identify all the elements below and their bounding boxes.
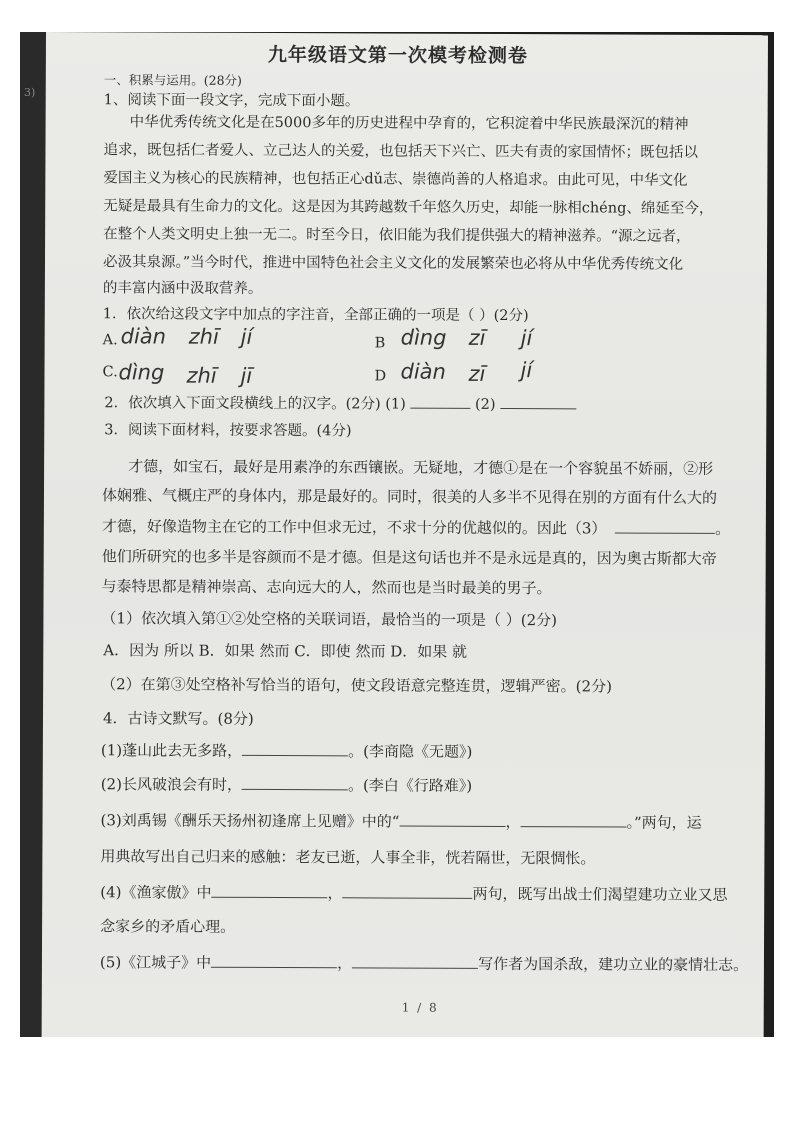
- section-heading: 一、积累与运用。(28分): [103, 72, 242, 88]
- page-number: 1 / 8: [401, 1000, 439, 1015]
- question-4: 4．古诗文默写。(8分): [102, 709, 254, 728]
- passage2-line: 与泰特思都是精神崇高、志向远大的人，然而也是当时最美的男子。: [101, 577, 552, 598]
- poem-line-5: [100, 952, 748, 975]
- passage-line: 的丰富内涵中汲取营养。: [102, 280, 263, 297]
- poem-suffix: 两句，既写出战士们渴望建功立业又思: [472, 884, 728, 904]
- question-3-2: （2）在第③处空格补写恰当的语句，使文段语意完整连贯，逻辑严密。(2分): [101, 675, 612, 696]
- poem-source: 。(李商隐《无题》): [348, 742, 473, 761]
- poem-source: 。(李白《行路难》): [347, 776, 473, 795]
- poem-line-1: [101, 740, 473, 762]
- option-b-pinyin-1: dìng: [400, 325, 447, 350]
- option-c-label: C.: [102, 364, 118, 381]
- comma: ，: [505, 813, 521, 832]
- question-1-1: 1．依次给这段文字中加点的字注音，全部正确的一项是（ ）(2分): [102, 306, 529, 325]
- exam-paper: [42, 32, 768, 1037]
- comma: ，: [327, 884, 343, 903]
- answer-blank[interactable]: [211, 953, 337, 969]
- poem-prompt: (3)刘禹锡《酬乐天扬州初逢席上见赠》中的“: [100, 811, 400, 831]
- poem-prompt: (5)《江城子》中: [99, 953, 212, 972]
- passage-line: 爱国主义为核心的民族精神，也包括正心dǔ志、崇德尚善的人格追求。由此可见，中华文化: [103, 170, 688, 189]
- passage-line: 在整个人类文明史上独一无二。时至今日，依旧能为我们提供强大的精神滋养。“源之远者，: [103, 226, 691, 245]
- question-3-1: （1）依次填入第①②处空格的关联词语，最恰当的一项是（ ）(2分): [101, 609, 558, 630]
- answer-blank[interactable]: [410, 394, 470, 409]
- option-b-pinyin-2: zī: [468, 325, 486, 350]
- passage2-line: 体娴雅、气概庄严的身体内，那是最好的。同时，很美的人多半不见得在别的方面有什么大的: [101, 486, 718, 507]
- option-d-pinyin-3: jí: [520, 358, 533, 383]
- option-a-pinyin-3: jí: [240, 324, 253, 349]
- option-d-pinyin-2: zī: [468, 361, 486, 386]
- poem-prompt: (4)《渔家傲》中: [100, 883, 212, 902]
- answer-blank[interactable]: [615, 518, 715, 533]
- poem-line-4-cont: 念家乡的矛盾心理。: [100, 917, 236, 936]
- passage2-line: 他们所研究的也多半是容颜而不是才德。但是这句话也并不是永远是真的，因为奥古斯都大帝: [101, 547, 717, 568]
- answer-blank[interactable]: [342, 883, 472, 899]
- question-1-2: [104, 392, 576, 415]
- answer-blank[interactable]: [211, 883, 327, 899]
- poem-line-3: [101, 810, 702, 833]
- answer-blank[interactable]: [352, 953, 478, 969]
- option-b-label: B: [374, 335, 386, 352]
- poem-prompt: (1)蓬山此去无多路，: [100, 741, 243, 760]
- poem-suffix: 。”两句，运: [626, 813, 702, 832]
- option-c-pinyin-2: zhī: [186, 363, 217, 388]
- passage2-line: 才德，好像造物主在它的工作中但求无过，不求十分的优越似的。因此（3） 。: [101, 517, 731, 538]
- answer-blank[interactable]: [242, 775, 348, 790]
- question-1-2-part2: (2): [474, 396, 496, 413]
- comma: ，: [337, 954, 353, 973]
- passage2-line: 才德，如宝石，最好是用素净的东西镶嵌。无疑地，才德①是在一个容貌虽不娇丽，②形: [128, 457, 714, 478]
- answer-blank[interactable]: [520, 812, 626, 827]
- poem-prompt: (2)长风破浪会有时，: [100, 775, 243, 794]
- option-c-pinyin-3: jī: [240, 363, 253, 388]
- option-d-pinyin-1: diàn: [400, 359, 446, 384]
- option-c-pinyin-1: dìng: [118, 360, 165, 385]
- poem-line-3-cont: 用典故写出自己归来的感触：老友已逝，人事全非，恍若隔世，无限惆怅。: [100, 847, 596, 868]
- option-a-pinyin-2: zhī: [188, 324, 219, 349]
- edge-mark: 3): [24, 86, 36, 99]
- question-1-2-text: 2．依次填入下面文段横线上的汉字。(2分) (1): [104, 395, 406, 413]
- passage-line: 追求，既包括仁者爱人、立己达人的关爱，也包括天下兴亡、匹夫有责的家国情怀；既包括以: [103, 142, 699, 161]
- option-d-label: D: [374, 368, 387, 385]
- passage2-text: 才德，好像造物主在它的工作中但求无过，不求十分的优越似的。因此（3）: [101, 517, 607, 538]
- page-title: 九年级语文第一次模考检测卷: [267, 43, 528, 68]
- answer-blank[interactable]: [500, 394, 576, 409]
- poem-suffix: 写作者为国杀敌，建功立业的豪情壮志。: [478, 954, 749, 975]
- passage-line: 无疑是最具有生命力的文化。这是因为其跨越数千年悠久历史，却能一脉相chéng、绵延至今，: [103, 198, 714, 217]
- passage-line: 中华优秀传统文化是在5000多年的历史进程中孕育的，它积淀着中华民族最深沉的精神: [129, 114, 689, 133]
- passage-line: 必汲其泉源。”当今时代，推进中国特色社会主义文化的发展繁荣也必将从中华优秀传统文化: [102, 254, 684, 273]
- question-3: 3．阅读下面材料，按要求答题。(4分): [104, 422, 352, 440]
- option-b-pinyin-3: jí: [520, 326, 533, 351]
- poem-line-2: [101, 774, 473, 796]
- option-a-label: A.: [102, 332, 118, 349]
- poem-line-4: [100, 882, 727, 905]
- answer-blank[interactable]: [399, 812, 505, 827]
- option-a-pinyin-1: diàn: [120, 324, 167, 349]
- question-3-1-options: A．因为 所以 B．如果 然而 C．即使 然而 D．如果 就: [103, 641, 468, 661]
- photo-frame: [20, 32, 774, 1037]
- question-1-intro: 1、阅读下面一段文字，完成下面小题。: [103, 92, 360, 110]
- answer-blank[interactable]: [242, 741, 348, 756]
